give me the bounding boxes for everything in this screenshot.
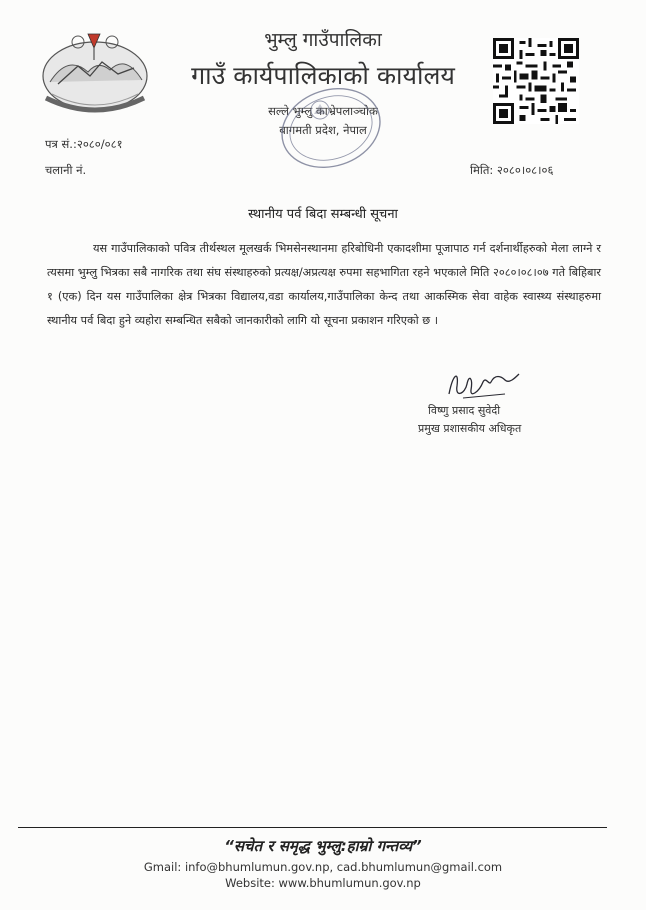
signature-icon xyxy=(445,364,523,408)
letter-date: मिति: २०८०।०८।०६ xyxy=(470,163,554,177)
office-name: गाउँ कार्यपालिकाको कार्यालय xyxy=(191,61,455,90)
notice-body: यस गाउँपालिकाको पवित्र तीर्थस्थल मूलखर्क भिमसेनस्थानमा हरिबोधिनी एकादशीमा पूजापाठ गर्न दर्शनार्थीहरुको मेला लाग्ने र त्यसमा भुम्लु भित्रका सबै नागरिक तथा संघ संस्थाहरुको प्रत्यक्ष/अप्रत्यक्ष रुपमा सहभागिता रहने भएकाले मिति २०८०।०८।०७ गते बिहिबार १ (एक) दिन यस गाउँपालिका क्षेत्र भित्रका विद्यालय,वडा कार्यालय,गाउँपालिका केन्द तथा आकस्मिक सेवा वाहेक स्वास्थ्य संस्थाहरुमा स्थानीय पर्व बिदा हुने व्यहोरा सम्बन्धित सबैको जानकारीको लागि यो सूचना प्रकाशन गरिएको छ । xyxy=(47,242,601,327)
footer-motto: “सचेत र समृद्ध भुम्लु:हाम्रो गन्तव्य” xyxy=(224,837,422,855)
signatory-name: विष्णु प्रसाद सुवेदी xyxy=(428,404,501,417)
municipality-name: भुम्लु गाउँपालिका xyxy=(264,29,382,51)
dispatch-number: चलानी नं. xyxy=(45,163,87,177)
address-line-2: बागमती प्रदेश, नेपाल xyxy=(279,123,367,137)
address-line-1: सल्ले भुम्लु काभ्रेपलाञ्चोक xyxy=(268,104,378,118)
notice-subject: स्थानीय पर्व बिदा सम्बन्धी सूचना xyxy=(248,207,398,222)
official-stamp-icon xyxy=(268,80,390,172)
footer-website: Website: www.bhumlumun.gov.np xyxy=(225,876,421,890)
footer-email: Gmail: info@bhumlumun.gov.np, cad.bhumlumun@gmail.com xyxy=(143,860,503,874)
signatory-title: प्रमुख प्रशासकीय अधिकृत xyxy=(418,422,522,435)
letter-number: पत्र सं.:२०८०/०८१ xyxy=(45,137,123,151)
footer-divider xyxy=(18,827,607,828)
